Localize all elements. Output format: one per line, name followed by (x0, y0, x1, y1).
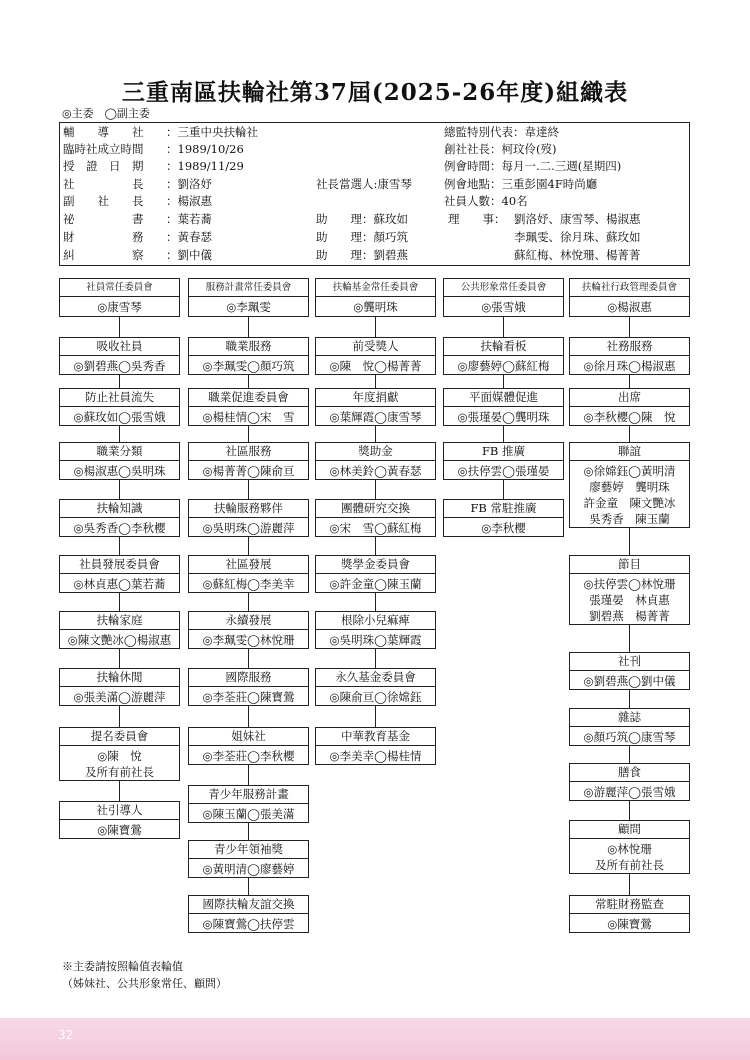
member-line: ◎張雪娥 (481, 300, 526, 314)
connector-line (629, 746, 630, 763)
connector-line (629, 426, 630, 442)
committee-box (188, 895, 309, 933)
committee-head-5 (569, 278, 690, 317)
committee-members (570, 356, 689, 374)
secretary-label: 祕 書 (63, 212, 144, 226)
directors-row-3: 蘇紅梅、林悅珊、楊菁菁 (514, 248, 641, 262)
founding-president: 創社社長：柯玟伶(歿) (444, 142, 557, 156)
committee-name: 社員發展委員會 (60, 556, 179, 574)
member-line: ◎李秋櫻◯陳 悅 (583, 410, 676, 424)
committee-name: 社務服務 (570, 338, 689, 356)
member-line: ◎林悅珊 (607, 842, 652, 856)
committee-box (443, 388, 564, 426)
connector-line (119, 781, 120, 801)
charter-value: ：1989/11/29 (166, 159, 244, 173)
committee-members (189, 461, 308, 479)
connector-line (119, 537, 120, 555)
connector-line (248, 426, 249, 442)
directors-row-2: 李珮雯、徐月珠、蘇玫如 (514, 230, 641, 244)
committee-members (570, 461, 689, 527)
committee-box (315, 388, 436, 426)
committee-members (444, 518, 563, 536)
committee-members (570, 782, 689, 800)
member-line: ◎陳寶鶯 (607, 917, 652, 931)
connector-line (248, 317, 249, 337)
footnote-line-2: （姊妹社、公共形象常任、顧問） (62, 977, 227, 990)
member-line: ◎陳 悅◯楊菁菁 (329, 359, 422, 373)
committee-members (570, 671, 689, 689)
committee-box (569, 895, 690, 933)
member-line: ◎李荃莊◯陳寶鶯 (202, 690, 295, 704)
committee-box (59, 668, 180, 706)
committee-members (60, 461, 179, 479)
committee-box (443, 499, 564, 537)
provisional-value: ：1989/10/26 (166, 142, 244, 156)
vp-value: ：楊淑惠 (166, 194, 212, 208)
committee-box (59, 388, 180, 426)
directors-label: 理 事： (448, 212, 506, 226)
member-line: ◎宋 雪◯蘇紅梅 (329, 521, 422, 535)
committee-box (443, 442, 564, 480)
club-info-table (59, 122, 690, 266)
member-line: ◎林美鈴◯黃春瑟 (329, 464, 422, 478)
committee-box (569, 652, 690, 690)
charter-label: 授 證 日 期 (63, 159, 144, 173)
committee-name: 扶輪看板 (444, 338, 563, 356)
committee-name: 社刊 (570, 653, 689, 671)
connector-line (503, 375, 504, 388)
committee-members (316, 518, 435, 536)
committee-name: FB 推廣 (444, 443, 563, 461)
committee-name: 根除小兒痲痺 (316, 612, 435, 630)
committee-members (570, 839, 689, 873)
committee-box (569, 763, 690, 801)
member-line: ◎游麗萍◯張雪娥 (583, 785, 676, 799)
member-line: ◎李珮雯◯林悅珊 (202, 633, 295, 647)
member-line: ◎李珮雯 (226, 300, 271, 314)
committee-members (189, 746, 308, 764)
committee-members (316, 574, 435, 592)
connector-line (119, 593, 120, 611)
member-line: ◎楊淑惠◯吳明珠 (73, 464, 166, 478)
committee-members (444, 461, 563, 479)
member-line: ◎吳明珠◯游麗萍 (202, 521, 295, 535)
committee-members (60, 407, 179, 425)
connector-line (119, 317, 120, 337)
assistant-1: 助 理：蘇玫如 (316, 212, 408, 226)
connector-line (248, 878, 249, 895)
committee-name: 青少年服務計畫 (189, 786, 308, 804)
committee-name: 扶輪基金常任委員會 (316, 279, 435, 297)
connector-line (375, 317, 376, 337)
committee-members (189, 518, 308, 536)
committee-box (188, 840, 309, 878)
committee-members (60, 574, 179, 592)
sergeant-label: 糾 察 (63, 248, 144, 262)
member-line: ◎吳明珠◯葉輝霞 (329, 633, 422, 647)
committee-name: 獎助金 (316, 443, 435, 461)
committee-members (316, 407, 435, 425)
member-line: 許金童 陳文艷冰 (583, 496, 676, 510)
committee-box (315, 611, 436, 649)
connector-line (375, 375, 376, 388)
connector-line (375, 480, 376, 499)
page-number: 32 (58, 1028, 74, 1042)
committee-box (188, 555, 309, 593)
page-title: 三重南區扶輪社第37屆(2025-26年度)組織表 (121, 79, 629, 106)
member-line: ◎陳玉蘭◯張美滿 (202, 807, 295, 821)
committee-name: 青少年領袖獎 (189, 841, 308, 859)
committee-box (188, 785, 309, 823)
member-line: ◎扶停雲◯林悅珊 (583, 577, 676, 591)
committee-members (570, 297, 689, 315)
committee-name: 服務計畫常任委員會 (189, 279, 308, 297)
member-line: 廖藝婷 龔明珠 (589, 480, 670, 494)
member-line: ◎徐月珠◯楊淑惠 (583, 359, 676, 373)
committee-name: 職業分類 (60, 443, 179, 461)
committee-box (59, 555, 180, 593)
committee-members (189, 356, 308, 374)
committee-members (60, 297, 179, 315)
committee-box (59, 727, 180, 781)
member-line: ◎陳寶鶯◯扶停雲 (202, 917, 295, 931)
member-line: ◎扶停雲◯張瑾晏 (457, 464, 550, 478)
connector-line (375, 706, 376, 727)
committee-members (189, 407, 308, 425)
connector-line (119, 375, 120, 388)
legend: ◎主委 ◯副主委 (62, 107, 150, 120)
committee-head-4 (443, 278, 564, 317)
member-line: ◎李秋櫻 (481, 521, 526, 535)
committee-members (189, 859, 308, 877)
committee-members (316, 297, 435, 315)
committee-members (60, 746, 179, 780)
member-line: ◎楊桂情◯宋 雪 (202, 410, 295, 424)
connector-line (248, 593, 249, 611)
committee-name: 年度捐獻 (316, 389, 435, 407)
member-line: ◎李美幸◯楊桂情 (329, 749, 422, 763)
committee-members (570, 407, 689, 425)
committee-name: 節目 (570, 556, 689, 574)
member-line: 及所有前社長 (85, 765, 154, 779)
treasurer-value: ：黃春瑟 (166, 230, 212, 244)
member-line: ◎廖藝婷◯蘇紅梅 (457, 359, 550, 373)
committee-name: 公共形象常任委員會 (444, 279, 563, 297)
committee-members (316, 630, 435, 648)
committee-members (189, 297, 308, 315)
vp-label: 副 社 長 (63, 194, 144, 208)
president-value: ：劉洛妤 (166, 177, 212, 191)
member-line: ◎吳秀香◯李秋櫻 (73, 521, 166, 535)
committee-box (59, 801, 180, 839)
connector-line (629, 528, 630, 555)
member-line: ◎康雪琴 (97, 300, 142, 314)
committee-box (315, 668, 436, 706)
committee-head-2 (188, 278, 309, 317)
committee-name: 聯誼 (570, 443, 689, 461)
member-line: ◎張瑾晏◯龔明珠 (457, 410, 550, 424)
committee-name: 雜誌 (570, 709, 689, 727)
connector-line (248, 537, 249, 555)
special-rep: 總監特別代表：韋達終 (444, 125, 559, 139)
committee-name: 社員常任委員會 (60, 279, 179, 297)
committee-box (569, 708, 690, 746)
connector-line (375, 426, 376, 442)
committee-box (188, 727, 309, 765)
member-line: ◎許金童◯陳玉蘭 (329, 577, 422, 591)
committee-name: 膳食 (570, 764, 689, 782)
advisor-value: ：三重中央扶輪社 (166, 125, 258, 139)
committee-name: 姐妹社 (189, 728, 308, 746)
committee-name: 社引導人 (60, 802, 179, 820)
connector-line (375, 593, 376, 611)
president-elect: 社長當選人:康雪琴 (316, 177, 412, 191)
committee-name: 社區服務 (189, 443, 308, 461)
connector-line (629, 625, 630, 652)
committee-name: 永久基金委員會 (316, 669, 435, 687)
committee-box (569, 555, 690, 625)
committee-name: 國際扶輪友誼交換 (189, 896, 308, 914)
committee-box (188, 611, 309, 649)
secretary-value: ：葉若蕎 (166, 212, 212, 226)
committee-box (59, 337, 180, 375)
committee-members (60, 518, 179, 536)
committee-name: 扶輪社行政管理委員會 (570, 279, 689, 297)
member-line: ◎龔明珠 (353, 300, 398, 314)
member-line: 吳秀香 陳玉蘭 (589, 512, 670, 526)
connector-line (629, 690, 630, 708)
connector-line (503, 480, 504, 499)
member-line: ◎陳俞亘◯徐嫦鈺 (329, 690, 422, 704)
committee-box (188, 337, 309, 375)
committee-name: 職業服務 (189, 338, 308, 356)
assistant-2: 助 理：顏巧筑 (316, 230, 408, 244)
member-line: ◎楊淑惠 (607, 300, 652, 314)
committee-box (59, 611, 180, 649)
member-line: 劉碧燕 楊菁菁 (589, 609, 670, 623)
committee-name: 職業促進委員會 (189, 389, 308, 407)
footer-band (0, 1018, 750, 1060)
member-line: 張瑾晏 林貞惠 (589, 593, 670, 607)
directors-row-1: 劉洛妤、康雪琴、楊淑惠 (514, 212, 641, 226)
treasurer-label: 財 務 (63, 230, 144, 244)
committee-members (189, 630, 308, 648)
member-line: ◎蘇紅梅◯李美幸 (202, 577, 295, 591)
committee-box (443, 337, 564, 375)
committee-box (569, 388, 690, 426)
committee-name: 顧問 (570, 821, 689, 839)
member-line: ◎顏巧筑◯康雪琴 (583, 730, 676, 744)
committee-name: 吸收社員 (60, 338, 179, 356)
committee-name: 社區發展 (189, 556, 308, 574)
member-line: ◎陳 悅 (97, 749, 142, 763)
committee-members (444, 407, 563, 425)
connector-line (248, 823, 249, 840)
committee-name: 提名委員會 (60, 728, 179, 746)
committee-box (188, 668, 309, 706)
connector-line (119, 706, 120, 727)
connector-line (248, 649, 249, 668)
committee-box (59, 442, 180, 480)
member-count: 社員人數：40名 (444, 194, 528, 208)
committee-members (60, 687, 179, 705)
committee-name: 中華教育基金 (316, 728, 435, 746)
committee-members (60, 356, 179, 374)
committee-box (315, 442, 436, 480)
committee-name: 扶輪家庭 (60, 612, 179, 630)
committee-members (570, 574, 689, 624)
connector-line (248, 765, 249, 785)
committee-head-3 (315, 278, 436, 317)
member-line: ◎陳寶鶯 (97, 823, 142, 837)
committee-members (316, 356, 435, 374)
committee-members (189, 914, 308, 932)
committee-members (444, 297, 563, 315)
committee-members (570, 914, 689, 932)
connector-line (119, 649, 120, 668)
committee-members (189, 687, 308, 705)
committee-members (316, 746, 435, 764)
connector-line (629, 874, 630, 895)
member-line: ◎葉輝霞◯康雪琴 (329, 410, 422, 424)
committee-box (569, 337, 690, 375)
connector-line (375, 537, 376, 555)
sergeant-value: ：劉中儀 (166, 248, 212, 262)
provisional-label: 臨時社成立時間 (63, 142, 144, 156)
committee-box (188, 499, 309, 537)
member-line: ◎徐嫦鈺◯黃明清 (583, 464, 676, 478)
member-line: ◎蘇玫如◯張雪娥 (73, 410, 166, 424)
member-line: ◎黃明清◯廖藝婷 (202, 862, 295, 876)
member-line: ◎張美滿◯游麗萍 (73, 690, 166, 704)
committee-members (189, 804, 308, 822)
connector-line (248, 480, 249, 499)
committee-name: FB 常駐推廣 (444, 500, 563, 518)
committee-box (315, 337, 436, 375)
committee-box (569, 442, 690, 528)
committee-box (315, 555, 436, 593)
committee-name: 扶輪休閒 (60, 669, 179, 687)
member-line: ◎陳文艷冰◯楊淑惠 (67, 633, 172, 647)
footnote-line-1: ※主委請按照輪值表輪值 (62, 960, 183, 973)
committee-name: 扶輪服務夥伴 (189, 500, 308, 518)
member-line: ◎楊菁菁◯陳俞亘 (202, 464, 295, 478)
committee-box (188, 388, 309, 426)
assistant-3: 助 理：劉碧燕 (316, 248, 408, 262)
member-line: ◎劉碧燕◯劉中儀 (583, 674, 676, 688)
committee-box (59, 499, 180, 537)
committee-members (60, 630, 179, 648)
connector-line (119, 480, 120, 499)
committee-box (315, 727, 436, 765)
connector-line (119, 426, 120, 442)
committee-name: 獎學金委員會 (316, 556, 435, 574)
connector-line (248, 706, 249, 727)
committee-name: 前受獎人 (316, 338, 435, 356)
committee-name: 常駐財務監查 (570, 896, 689, 914)
committee-box (188, 442, 309, 480)
committee-members (60, 820, 179, 838)
connector-line (629, 375, 630, 388)
committee-name: 永續發展 (189, 612, 308, 630)
committee-name: 團體研究交換 (316, 500, 435, 518)
member-line: ◎林貞惠◯葉若蕎 (73, 577, 166, 591)
connector-line (248, 375, 249, 388)
president-label: 社 長 (63, 177, 144, 191)
committee-name: 出席 (570, 389, 689, 407)
connector-line (629, 317, 630, 337)
member-line: ◎李荃莊◯李秋櫻 (202, 749, 295, 763)
committee-box (569, 820, 690, 874)
connector-line (503, 317, 504, 337)
advisor-label: 輔 導 社 (63, 125, 144, 139)
committee-head-1 (59, 278, 180, 317)
committee-name: 平面媒體促進 (444, 389, 563, 407)
meeting-time: 例會時間：每月一.二.三週(星期四) (444, 159, 622, 173)
committee-name: 扶輪知識 (60, 500, 179, 518)
committee-members (316, 687, 435, 705)
member-line: ◎李珮雯◯顏巧筑 (202, 359, 295, 373)
connector-line (629, 801, 630, 820)
committee-members (444, 356, 563, 374)
connector-line (375, 649, 376, 668)
committee-name: 國際服務 (189, 669, 308, 687)
meeting-place: 例會地點：三重彭園4F時尚廳 (444, 177, 598, 191)
member-line: 及所有前社長 (595, 858, 664, 872)
committee-name: 防止社員流失 (60, 389, 179, 407)
committee-box (315, 499, 436, 537)
committee-members (316, 461, 435, 479)
member-line: ◎劉碧燕◯吳秀香 (73, 359, 166, 373)
connector-line (503, 426, 504, 442)
committee-members (189, 574, 308, 592)
committee-members (570, 727, 689, 745)
